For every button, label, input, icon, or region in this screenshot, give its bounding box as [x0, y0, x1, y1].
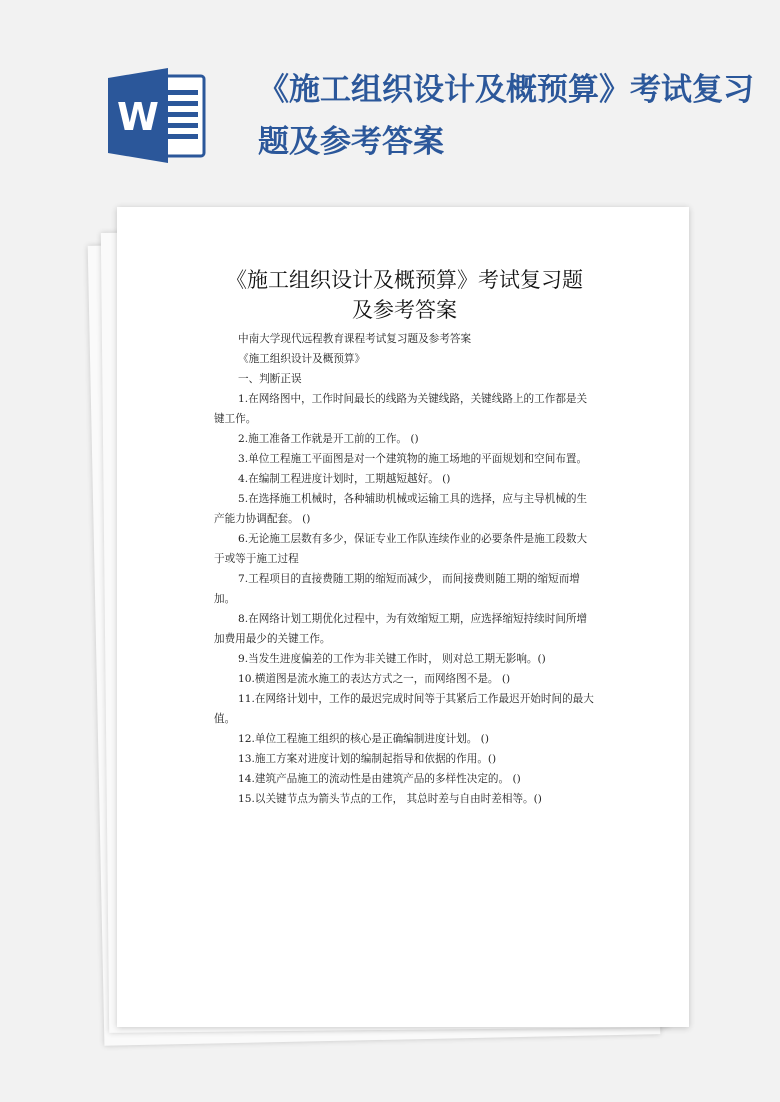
list-item: 12.单位工程施工组织的核心是正确编制进度计划。 () [238, 733, 489, 745]
list-item: 3.单位工程施工平面图是对一个建筑物的施工场地的平面规划和空间布置。 [238, 453, 588, 465]
list-item: 11.在网络计划中，工作的最迟完成时间等于其紧后工作最迟开始时间的最大值。 [214, 693, 594, 725]
intro-line: 中南大学现代远程教育课程考试复习题及参考答案 [238, 333, 472, 345]
header-title: 《施工组织设计及概预算》考试复习题及参考答案 [258, 72, 754, 160]
list-item: 8.在网络计划工期优化过程中，为有效缩短工期，应选择缩短持续时间所增加费用最少的关键工作。 [214, 613, 588, 645]
document-content [214, 329, 594, 809]
word-icon [108, 68, 208, 163]
intro-line: 《施工组织设计及概预算》 [238, 353, 366, 365]
list-item: 4.在编制工程进度计划时，工期越短越好。 () [238, 473, 451, 485]
section-heading: 一、判断正误 [238, 373, 302, 385]
list-item: 14.建筑产品施工的流动性是由建筑产品的多样性决定的。 () [238, 773, 521, 785]
list-item: 7.工程项目的直接费随工期的缩短而减少， 而间接费则随工期的缩短而增加。 [214, 573, 580, 605]
document-title: 《施工组织设计及概预算》考试复习题及参考答案 [226, 268, 583, 322]
list-item: 10.横道图是流水施工的表达方式之一，而网络图不是。 () [238, 673, 511, 685]
list-item: 9.当发生进度偏差的工作为非关键工作时， 则对总工期无影响。() [238, 653, 546, 665]
list-item: 15.以关键节点为箭头节点的工作， 其总时差与自由时差相等。() [238, 793, 542, 805]
list-item: 1.在网络图中，工作时间最长的线路为关键线路，关键线路上的工作都是关键工作。 [214, 393, 588, 425]
list-item: 2.施工准备工作就是开工前的工作。 () [238, 433, 419, 445]
list-item: 5.在选择施工机械时，各种辅助机械或运输工具的选择，应与主导机械的生产能力协调配套。 () [214, 493, 588, 525]
document-page [117, 207, 689, 1027]
list-item: 13.施工方案对进度计划的编制起指导和依据的作用。() [238, 753, 497, 765]
list-item: 6.无论施工层数有多少，保证专业工作队连续作业的必要条件是施工段数大于或等于施工过程 [214, 533, 588, 565]
svg-text:W: W [117, 95, 159, 139]
